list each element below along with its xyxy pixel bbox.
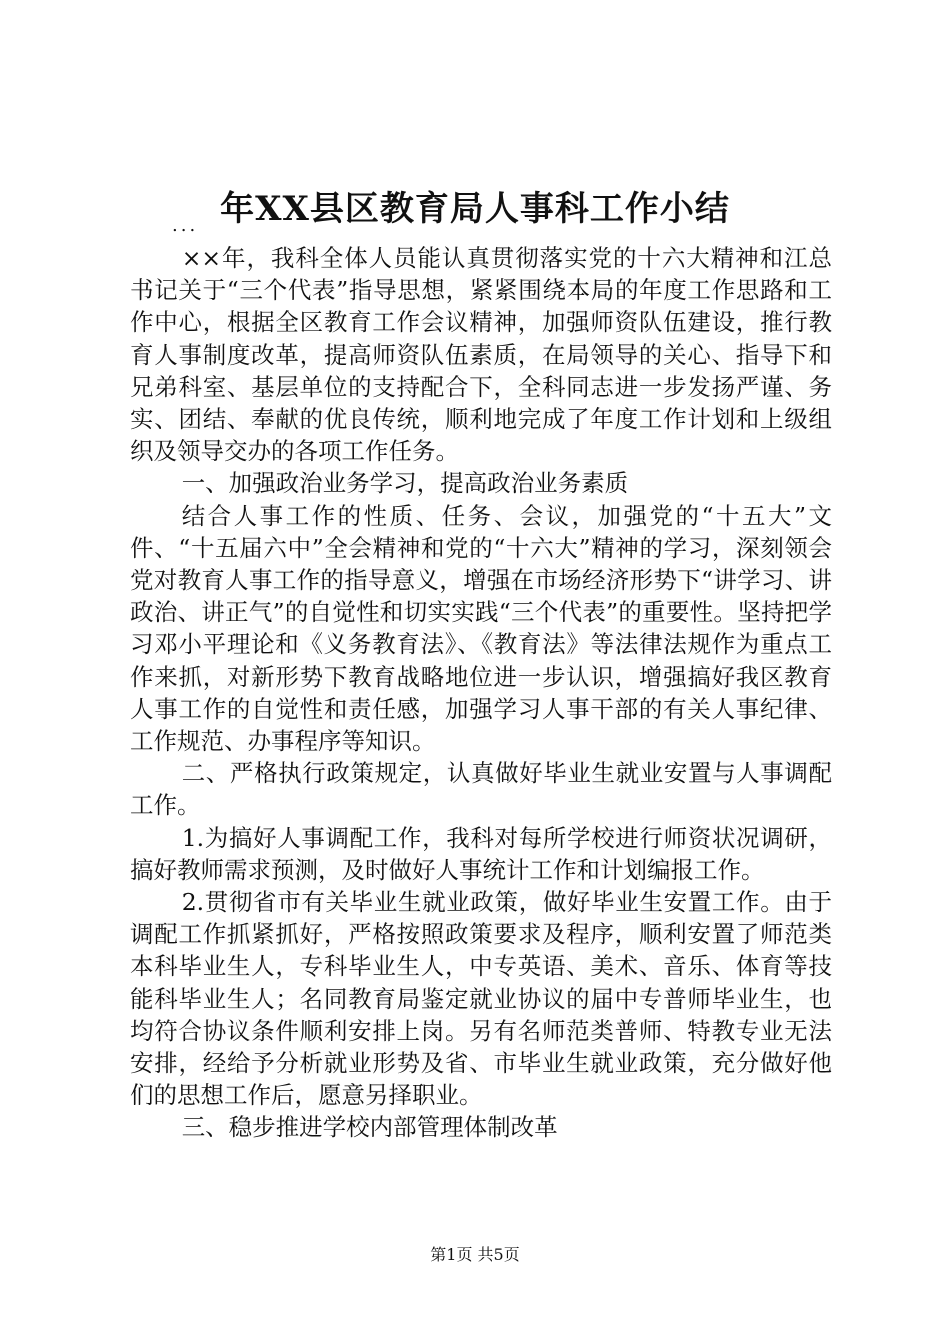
paragraph-intro: ××年，我科全体人员能认真贯彻落实党的十六大精神和江总书记关于“三个代表”指导思想，紧紧围绕本局的年度工作思路和工作中心，根据全区教育工作会议精神，加强师资队伍建设，推行教育人事制度改革，提高师资队伍素质，在局领导的关心、指导下和兄弟科室、基层单位的支持配合下，全科同志进一步发扬严谨、务实、团结、奉献的优良传统，顺利地完成了年度工作计划和上级组织及领导交办的各项工作任务。 <box>130 244 832 466</box>
paragraph-section-1: 结合人事工作的性质、任务、会议，加强党的“十五大”文件、“十五届六中”全会精神和党的“十六大”精神的学习，深刻领会党对教育人事工作的指导意义，增强在市场经济形势下“讲学习、讲政治、讲正气”的自觉性和切实实践“三个代表”的重要性。坚持把学习邓小平理论和《义务教育法》、《教育法》等法律法规作为重点工作来抓，对新形势下教育战略地位进一步认识，增强搞好我区教育人事工作的自觉性和责任感，加强学习人事干部的有关人事纪律、工作规范、办事程序等知识。 <box>130 501 832 756</box>
section-heading-2: 二、严格执行政策规定，认真做好毕业生就业安置与人事调配工作。 <box>130 759 832 820</box>
page-footer: 第1页 共5页 <box>430 1245 520 1264</box>
section-heading-3: 三、稳步推进学校内部管理体制改革 <box>181 1113 558 1142</box>
document-title: 年XX县区教育局人事科工作小结 <box>220 189 730 229</box>
paragraph-item-1: 1.为搞好人事调配工作，我科对每所学校进行师资状况调研，搞好教师需求预测，及时做好人事统计工作和计划编报工作。 <box>130 823 832 884</box>
ellipsis-marker: ... <box>172 215 199 236</box>
document-body <box>130 242 832 1144</box>
section-heading-1: 一、加强政治业务学习，提高政治业务素质 <box>181 469 629 498</box>
paragraph-item-2: 2.贯彻省市有关毕业生就业政策，做好毕业生安置工作。由于调配工作抓紧抓好，严格按照政策要求及程序，顺利安置了师范类本科毕业生人，专科毕业生人，中专英语、美术、音乐、体育等技能科毕业生人；名同教育局鉴定就业协议的届中专普师毕业生，也均符合协议条件顺利安排上岗。另有名师范类普师、特教专业无法安排，经给予分析就业形势及省、市毕业生就业政策，充分做好他们的思想工作后，愿意另择职业。 <box>130 888 832 1110</box>
